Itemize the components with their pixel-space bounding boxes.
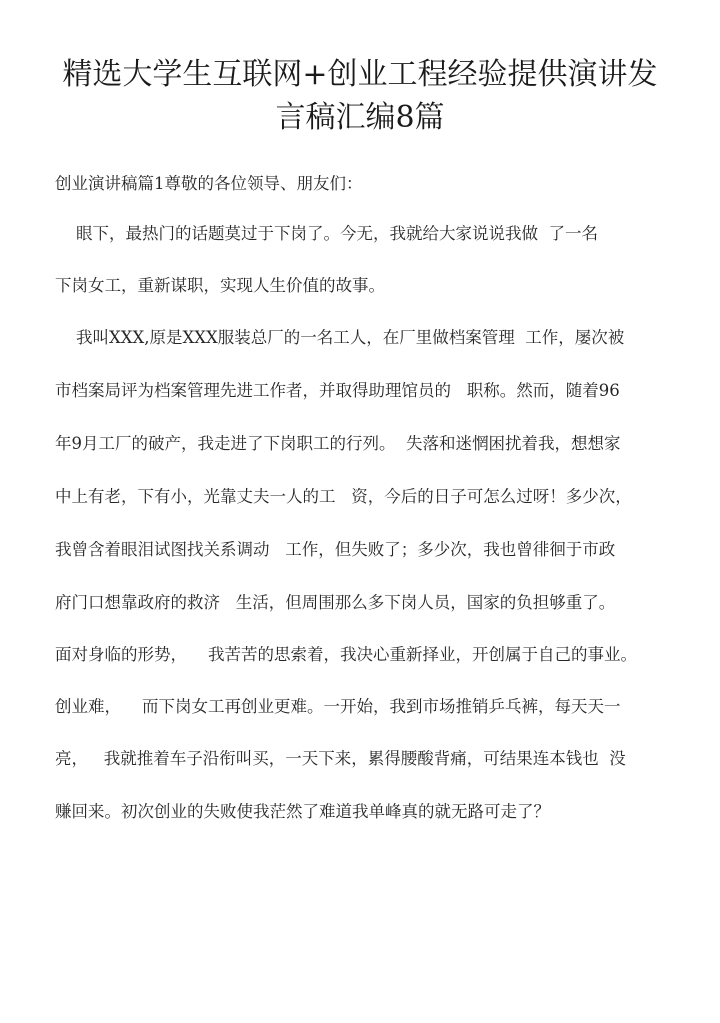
body-line-5: 市档案局评为档案管理先进工作者，并取得助理馆员的 职称。然而，随着96 bbox=[55, 381, 620, 400]
body-line-3: 下岗女工，重新谋职，实现人生价值的故事。 bbox=[55, 276, 385, 295]
body-line-6: 年9月工厂的破产，我走进了下岗职工的行列。 失落和迷惘困扰着我，想想家 bbox=[55, 434, 621, 453]
body-line-9: 府门口想靠政府的救济 生活，但周围那么多下岗人员，国家的负担够重了。 bbox=[55, 593, 616, 612]
document-title-line-2: 言稿汇编8篇 bbox=[275, 100, 445, 135]
body-line-11: 创业难， 而下岗女工再创业更难。一开始，我到市场推销乒乓裤，每天天一 bbox=[55, 697, 621, 716]
document-title-line-1: 精选大学生互联网+创业工程经验提供演讲发 bbox=[62, 57, 658, 92]
body-line-12: 亮， 我就推着车子沿衔叫买，一天下来，累得腰酸背痛，可结果连本钱也 没 bbox=[55, 749, 626, 768]
body-line-13: 赚回来。初次创业的失败使我茫然了难道我单峰真的就无路可走了？ bbox=[55, 802, 550, 821]
body-line-1: 创业演讲稿篇1尊敬的各位领导、朋友们： bbox=[55, 174, 363, 193]
body-line-8: 我曾含着眼泪试图找关系调动 工作，但失败了；多少次，我也曾徘徊于市政 bbox=[55, 540, 616, 559]
body-line-4: 我叫XXX,原是XXX服装总厂的一名工人，在厂里做档案管理 工作，屡次被 bbox=[55, 328, 625, 347]
body-line-2: 眼下，最热门的话题莫过于下岗了。今无，我就给大家说说我做 了一名 bbox=[55, 224, 598, 243]
body-line-10: 面对身临的形势， 我苦苦的思索着，我决心重新择业，开创属于自己的事业。 bbox=[55, 645, 637, 664]
body-line-7: 中上有老，下有小，光靠丈夫一人的工 资，今后的日子可怎么过呀！多少次， bbox=[55, 487, 632, 506]
